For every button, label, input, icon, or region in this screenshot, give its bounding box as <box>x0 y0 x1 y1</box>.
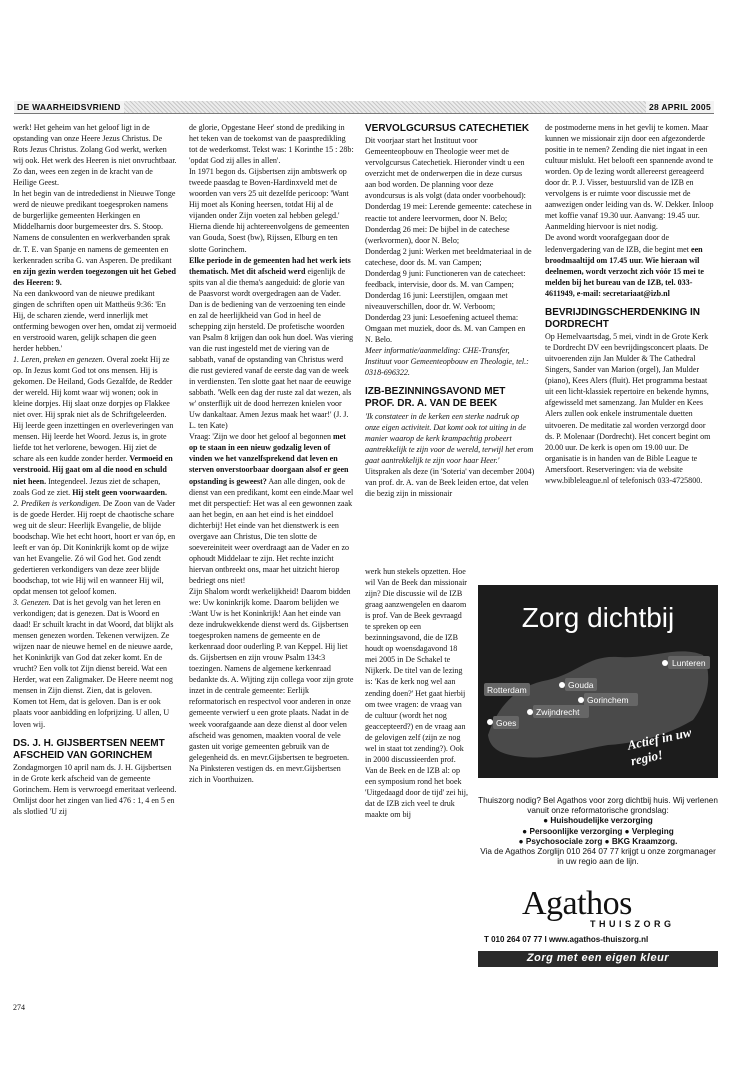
schedule-item: Donderdag 19 mei: Lerende gemeente: catechese in reactie tot andere leervormen, door N. Belo; <box>365 202 532 223</box>
column-1 <box>13 122 177 817</box>
column-3-narrow <box>365 566 469 820</box>
place-label: Goes <box>496 718 517 728</box>
paragraph: de glorie, Opgestane Heer' stond de prediking in het teken van de toekomst van de paaspredikling tot de wederkomst. Tekst was: 1 Korinthe 15 : 28b: 'opdat God zij alles in allen'. <box>189 123 354 166</box>
publication-name: DE WAARHEIDSVRIEND <box>14 101 124 113</box>
paragraph: Dit voorjaar start het Instituut voor Gemeenteopbouw en Theologie weer met de vervolgcursus Catechetiek. Hieronder vindt u een overzicht met de onderwerpen die in deze cursus aan bod worden. De planning voor deze avondcursus is als volgt (data onder voorbehoud): <box>365 136 526 201</box>
place-label: Gouda <box>568 680 594 690</box>
column-3 <box>365 123 535 499</box>
article-heading: BEVRIJDINGSCHERDENKING IN DORDRECHT <box>545 306 701 330</box>
location-dot <box>578 697 584 703</box>
article-heading: VERVOLGCURSUS CATECHETIEK <box>365 123 530 134</box>
schedule-item: Donderdag 26 mei: De bijbel in de catechese (werkvormen), door N. Belo; <box>365 224 510 245</box>
place-label: Gorinchem <box>587 695 629 705</box>
logo-subtitle: THUISZORG <box>590 919 675 929</box>
location-dot <box>487 719 493 725</box>
schedule-item: Donderdag 9 juni: Functioneren van de catecheet: feedback, intervisie, door ds. M. van Campen; <box>365 268 526 289</box>
ad-tagline-strip <box>478 951 718 967</box>
location-dot <box>527 709 533 715</box>
ad-intro: Thuiszorg nodig? Bel Agathos voor zorg dichtbij huis. Wij verlenen vanuit onze reformatorische grondslag: <box>478 796 718 816</box>
paragraph: Vraag: 'Zijn we door het geloof al begonnen met op te staan in een nieuw godzalig leven of vinden we het vanzelfsprekend dat leven en sterven onverstoorbaar doorgaan alsof er geen opstanding is geweest? Aan alle dingen, ook de dienst van een predikant, komt een einde.Maar wel met dit perspectief: Het was al een gewonnen zaak aan het begin, en aan het eind is het einddoel dichterbij! Het einde van het dienstwerk is een overgave aan Christus, Die ten slotte de soevereiniteit weer overdraagt aan de Vader en zo ophoudt Middelaar te zijn. Het rechte inzicht hiervan ontbreekt ons, maar het uitzicht hierop bedriegt ons niet! <box>189 432 354 585</box>
paragraph: De avond wordt voorafgegaan door de ledenvergadering van de IZB, die begint met een broodmaaltijd om 17.45 uur. Wie hieraan wil deelnemen, wordt verzocht zich vóór 15 mei te melden bij het bureau van de IZB, tel. 033-4611949, e-mail: secretariaat@izb.nl <box>545 233 704 298</box>
schedule-item: Donderdag 23 juni: Lesoefening actueel thema: Omgaan met muziek, door ds. M. van Campen en N. Belo. <box>365 312 526 345</box>
paragraph: In het begin van de intrededienst in Nieuwe Tonge werd de nieuwe predikant toegesproken namens de burgerlijke gemeenten Herkingen en Middelharnis door burgemeester drs. S. Stoop. Namens de consulenten en werkverbanden sprak dr. T. E. van Spanje en namens de gemeenten en kerkenraden scriba G. van Asperen. De predikant en zijn gezin werden toegezongen uit het Gebed des Heeren: 9. <box>13 189 176 287</box>
paragraph: 2. Prediken is verkondigen. De Zoon van de Vader is de goede Herder. Hij roept de chaotische schare weg uit de sleur: Heerlijk Evangelie, de blijde boodschap. Wie het echt hoort, hoort er van óp, en leeft er van óp. Dit Koninkrijk komt op de wijze van het Evangelie. Zó wil God het. God zendt gedertieren verkondigers van deze zeer blijde boodschap, tot wie Hij wil en wanneer Hij wil, opdat mensen tot geloof komen. <box>13 498 176 596</box>
paragraph: In 1971 begon ds. Gijsbertsen zijn ambtswerk op tweede paasdag te Boven-Hardinxveld met de woorden van vers 25 uit dezelfde pericoop: 'Want Hij moet als Koning heersen, totdat Hij al de vijanden onder Zijn voeten zal hebben gelegd.' Hierna diende hij achtereenvolgens de gemeenten van Gouda, Soest (bw), Rijssen, Elburg en ten slotte Gorinchem. <box>189 167 350 254</box>
place-label: Rotterdam <box>487 685 527 695</box>
ad-outro: Via de Agathos Zorglijn 010 264 07 77 krijgt u onze zorgmanager in uw regio aan de lijn. <box>480 847 716 867</box>
ad-slogan: Actief in uw regio! <box>626 724 693 769</box>
schedule-item: Donderdag 2 juni: Werken met beeldmateriaal in de catechese, door ds. M. van Campen; <box>365 246 532 267</box>
paragraph: Zijn Shalom wordt werkelijkheid! Daarom bidden we: Uw koninkrijk kome. Daarom belijden we :Want Uw is het Koninkrijk! Aan het einde van deze indrukwekkende dienst werd ds. Gijsbertsen toegesproken namens de gemeente en de kerkenraad door ouderling P. van Keppel. Hij liet ds. Gijsbertsen en zijn vrouw Psalm 134:3 toezingen. Namens de algemene kerkenraad bedankte ds. A. Wijting zijn collega voor zijn grote inzet in de centrale gemeente: Eerlijk reformatorisch en respectvol voor anderen in onze gemeente verwierf u een grote plaats. Nadat in de week voorafgaande aan deze dienst al door velen afscheid was genomen, maakten vooral de vele gasten uit vorige gemeenten gebruik van de gelegenheid ds. en mevr.Gijsbertsen te begroeten. <box>189 586 354 762</box>
info-line: Meer informatie/aanmelding: CHE-Transfer, Instituut voor Gemeenteopbouw en Theologie, tel.: 0318-696322. <box>365 346 529 378</box>
paragraph: Zondagmorgen 10 april nam ds. J. H. Gijsbertsen in de Grote kerk afscheid van de gemeente Gorinchem. Hem is verwroegd emeritaat verleend. Omlijst door het zingen van lied 476 : 1, 4 en 5 en als slotlied 'U zij <box>13 762 177 817</box>
place-label: Lunteren <box>672 658 706 668</box>
paragraph: Na een dankwoord van de nieuwe predikant gingen de schriften open uit Mattheüs 9:36: 'En Hij, de scharen ziende, werd innerlijk met ontferming bewogen over hen, omdat zij vermoeid en verstrooid waren, gelijk schapen die geen herder hebben.' <box>13 288 177 353</box>
paragraph: 3. Genezen. Dat is het gevolg van het leren en verkondigen; dat is genezen. Dat is Woord en daad! Er schuilt kracht in dat Woord, dat blijkt als mensen genezen worden. Tekenen verwijzen. Ze wijzen naar de nieuwe hemel en de nieuwe aarde, het Koninkrijk van God dat zeker komt. En de vrucht? Een volk tot Zijn dienst bereid. Wat een Herder, wat een Zaligmaker. De Heere neemt nog mensen in Zijn dienst. Zien, dat is geloven. Komen tot Hem, dat is geloven. Dan is er ook plaats voor aanbidding en lofprijzing. U allen, U loven wij. <box>13 598 174 729</box>
page-header <box>14 101 714 114</box>
paragraph: Elke periode in de gemeenten had het werk iets thematisch. Met dit afscheid werd eigenlijk de spits van al die thema's aangeduid: de glorie van de Paasvorst wordt overgedragen aan de Vader. Dan is de bediening van de verzoening ten einde en zal de heerlijkheid van God in heel de schepping zijn hersteld. De profetische woorden van Psalm 8 krijgen dan ook hun doel. Was viering van die rust ingesteld met de viering van de sabbath, vanaf de opstanding van Christus werd die rust geviered vanaf de eerste dag van de week in verdiensten. Ten slotte gaat het naar de eeuwige sabbath. 'Welk een dag der ruste zal dat wezen, als w' onsterflijk uit de dood herrezen knielen voor Uw dankaltaar. Amen Jezus maak het waar!' (J. J. L. ten Kate) <box>189 255 354 431</box>
ad-contact: T 010 264 07 77 I www.agathos-thuiszorg.nl <box>484 935 649 944</box>
ad-tagline: Zorg met een eigen kleur <box>526 952 670 964</box>
paragraph: werk hun stekels opzetten. Hoe wil Van de Beek dan missionair zijn? Die discussie wil de IZB graag aanzwengelen en daarom is prof. Van de Beek gevraagd te spreken op een bezinningsavond, die de IZB houdt op woensdagavond 18 mei 2005 in De Schakel te Nijkerk. De titel van de lezing is: 'Kas de kerk nog wel aan zending doen?' Het gaat hierbij om twee vragen: de vraag van de cultuur (wordt het nog geaccepteerd?) en de vraag aan de gelovigen zelf (zijn ze nog wel in staat tot zending?). Ook in 2000 discussieerden prof. Van de Beek en de IZB al: op een symposium rond het boek 'Uitgedaagd door de tijd' zei hij, dat de IZB zich veel te druk maakte om bij <box>365 567 469 820</box>
paragraph: werk! Het geheim van het geloof ligt in de opstanding van onze Heere Jezus Christus. De Rots Jezus Christus. Zolang God werkt, werken wij ook. Het werk des Heeren is niet onvruchtbaar. Zo dan, wees een zegen in de kracht van de Heilige Geest. <box>13 123 177 188</box>
agathos-logo: Agathos <box>522 885 632 922</box>
ad-service: ● Huishoudelijke verzorging <box>543 816 653 826</box>
issue-date: 28 APRIL 2005 <box>646 101 714 113</box>
paragraph: Na Pinksteren vestigen ds. en mevr.Gijsbertsen zich in Voorthuizen. <box>189 763 341 784</box>
paragraph: Op Hemelvaartsdag, 5 mei, vindt in de Grote Kerk te Dordrecht DV een bevrijdingsconcert plaats. De uitvoerenden zijn Jan Mulder & The Cathedral Singers, Sander van Marion (orgel), Jan Mulder (piano), Kees Alers (fluit). Het programma bestaat uit een licht-klassiek repertoire en bekende hymns, afgewisseld met samenzang. Jan Mulder en Kees Alers zullen ook enkele instrumentale duetten uitvoeren. De meditatie zal worden verzorgd door ds. P. Molenaar (Dordrecht). Het concert begint om 20.00 uur. De kerk is open om 19.00 uur. De organisatie is in handen van de Bible League te Amersfoort. Reserveringen: via de website www.bibleleague.nl of telefonisch 033-4725800. <box>545 332 711 485</box>
ad-body <box>478 796 718 867</box>
paragraph: de postmoderne mens in het gevlij te komen. Maar kunnen we missionair zijn door een afgezonderde positie in te nemen? Zending die niet ingaat in een cultuur mislukt. Het belooft een spannende avond te worden. Op de lezing wordt allereerst gereageerd door dr. P. J. Visser, bestuurslid van de IZB en vervolgens is er ruimte voor discussie met de aanwezigen onder leiding van ds. W. Dekker. Inloop met koffie vanaf 19.30 uur. Aanvang: 19.45 uur. Aanmelding hiervoor is niet nodig. <box>545 123 714 232</box>
ad-service: ● Psychosociale zorg ● BKG Kraamzorg. <box>518 836 678 846</box>
article-heading: DS. J. H. GIJSBERTSEN NEEMT AFSCHEID VAN GORINCHEM <box>13 737 165 761</box>
quote: 'Ik constateer in de kerken een sterke nadruk op onze eigen activiteit. Dat komt ook tot uiting in de manier waarop de kerk krampachtig probeert aantrekkelijk te zijn voor de wereld, terwijl het erom gaat aantrekkelijk te zijn voor haar Heer.' <box>365 411 534 465</box>
location-dot <box>662 660 668 666</box>
ad-banner <box>478 585 718 778</box>
location-dot <box>559 682 565 688</box>
paragraph: Uitspraken als deze (in 'Soteria' van december 2004) van prof. dr. A. van de Beek leiden ertoe, dat velen die bezig zijn in missionair <box>365 466 535 498</box>
ad-title: Zorg dichtbij <box>521 602 675 633</box>
page-number: 274 <box>13 1003 25 1012</box>
agathos-advertisement <box>478 582 718 989</box>
place-label: Zwijndrecht <box>536 707 580 717</box>
column-4 <box>545 122 715 486</box>
article-heading: IZB-BEZINNINGSAVOND MET PROF. DR. A. VAN DE BEEK <box>365 386 506 410</box>
paragraph: 1. Leren, preken en genezen. Overal zoekt Hij ze op. In Jezus komt God tot ons mensen. Hij is gekomen. De Heiland, Gods Gezalfde, de Redder der wereld. Hij komt waar wij wonen; ook in kleine dorpjes. Hij slaat onze dorpjes op Flakkee niet over. Hij sprak niet als de Schriftgeleerden. Hij leerde geen inzettingen en overleveringen van mensen. Hij leerde het Woord. Jezus is, in grote liefde tot het verlorene, bewogen. Hij ziet de schare als een kudde zonder herder. Vermoeid en verstrooid. Hij gaat om al die nood en schuld niet heen. Integendeel. Jezus ziet de schapen, zoals God ze ziet. Hij stelt geen voorwaarden. <box>13 354 174 497</box>
schedule-item: Donderdag 16 juni: Leerstijlen, omgaan met niveauverschillen, door dr. W. Verboom; <box>365 290 508 311</box>
ad-service: ● Persoonlijke verzorging ● Verpleging <box>522 826 674 836</box>
column-2 <box>189 122 354 785</box>
